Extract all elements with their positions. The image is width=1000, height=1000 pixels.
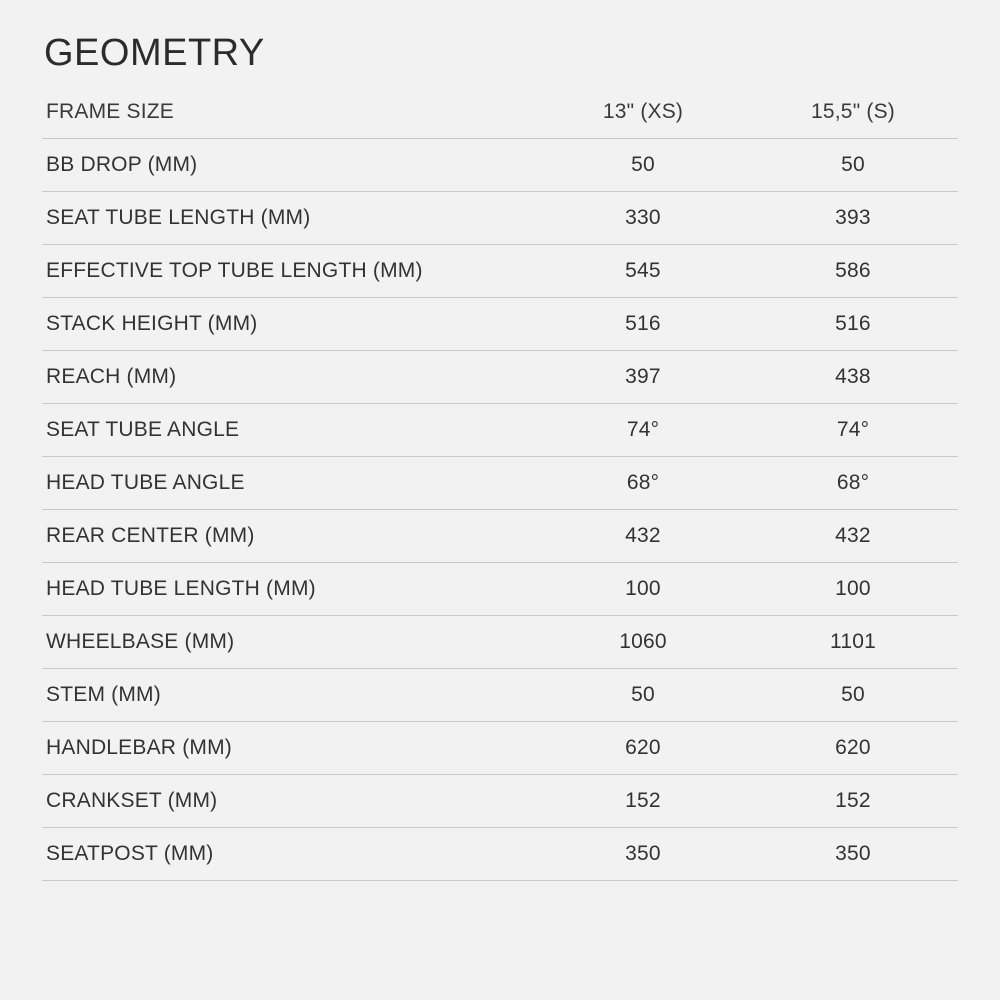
row-label: WHEELBASE (MM) bbox=[46, 630, 235, 653]
table-row bbox=[42, 510, 958, 563]
row-value-s: 620 bbox=[835, 736, 871, 759]
table-row bbox=[42, 192, 958, 245]
row-label: HANDLEBAR (MM) bbox=[46, 736, 232, 759]
table-row bbox=[42, 245, 958, 298]
row-label: SEAT TUBE LENGTH (MM) bbox=[46, 206, 311, 229]
row-value-xs: 152 bbox=[625, 789, 661, 812]
table-row bbox=[42, 669, 958, 722]
row-value-xs: 74° bbox=[626, 418, 660, 441]
table-row bbox=[42, 616, 958, 669]
row-label: REAR CENTER (MM) bbox=[46, 524, 255, 547]
row-value-s: 68° bbox=[836, 471, 870, 494]
row-value-xs: 100 bbox=[625, 577, 661, 600]
row-value-s: 152 bbox=[835, 789, 871, 812]
row-value-s: 74° bbox=[836, 418, 870, 441]
row-value-s: 438 bbox=[835, 365, 871, 388]
row-value-s: 586 bbox=[835, 259, 871, 282]
row-label: BB DROP (MM) bbox=[46, 153, 198, 176]
row-value-xs: 516 bbox=[625, 312, 661, 335]
table-row bbox=[42, 404, 958, 457]
row-value-xs: 432 bbox=[625, 524, 661, 547]
geometry-sheet bbox=[42, 34, 958, 881]
row-value-xs: 620 bbox=[625, 736, 661, 759]
row-value-s: 393 bbox=[835, 206, 871, 229]
table-row bbox=[42, 139, 958, 192]
row-label: STACK HEIGHT (MM) bbox=[46, 312, 258, 335]
table-row bbox=[42, 351, 958, 404]
column-header-size-xs: 13" (XS) bbox=[602, 100, 684, 123]
row-value-s: 350 bbox=[835, 842, 871, 865]
row-label: REACH (MM) bbox=[46, 365, 177, 388]
row-value-xs: 545 bbox=[625, 259, 661, 282]
row-value-s: 516 bbox=[835, 312, 871, 335]
table-header-row bbox=[42, 86, 958, 139]
row-value-s: 50 bbox=[841, 153, 865, 176]
table-row bbox=[42, 563, 958, 616]
table-row bbox=[42, 722, 958, 775]
column-header-frame-size: FRAME SIZE bbox=[46, 100, 175, 123]
row-label: HEAD TUBE ANGLE bbox=[46, 471, 245, 494]
table-row bbox=[42, 775, 958, 828]
row-value-s: 432 bbox=[835, 524, 871, 547]
row-value-xs: 50 bbox=[631, 683, 655, 706]
row-value-xs: 1060 bbox=[619, 630, 667, 653]
row-value-xs: 68° bbox=[626, 471, 660, 494]
row-value-xs: 330 bbox=[625, 206, 661, 229]
row-label: CRANKSET (MM) bbox=[46, 789, 218, 812]
row-label: STEM (MM) bbox=[46, 683, 161, 706]
table-row bbox=[42, 457, 958, 510]
table-row bbox=[42, 298, 958, 351]
row-value-s: 50 bbox=[841, 683, 865, 706]
row-value-xs: 397 bbox=[625, 365, 661, 388]
column-header-size-s: 15,5" (S) bbox=[811, 100, 895, 123]
row-label: EFFECTIVE TOP TUBE LENGTH (MM) bbox=[46, 259, 423, 282]
row-label: HEAD TUBE LENGTH (MM) bbox=[46, 577, 316, 600]
table-body bbox=[42, 139, 958, 881]
row-value-s: 1101 bbox=[830, 630, 876, 653]
row-value-s: 100 bbox=[835, 577, 871, 600]
row-value-xs: 50 bbox=[631, 153, 655, 176]
row-value-xs: 350 bbox=[625, 842, 661, 865]
geometry-table bbox=[42, 86, 958, 881]
row-label: SEATPOST (MM) bbox=[46, 842, 214, 865]
table-row bbox=[42, 828, 958, 881]
row-label: SEAT TUBE ANGLE bbox=[46, 418, 240, 441]
page-title: GEOMETRY bbox=[44, 32, 265, 74]
